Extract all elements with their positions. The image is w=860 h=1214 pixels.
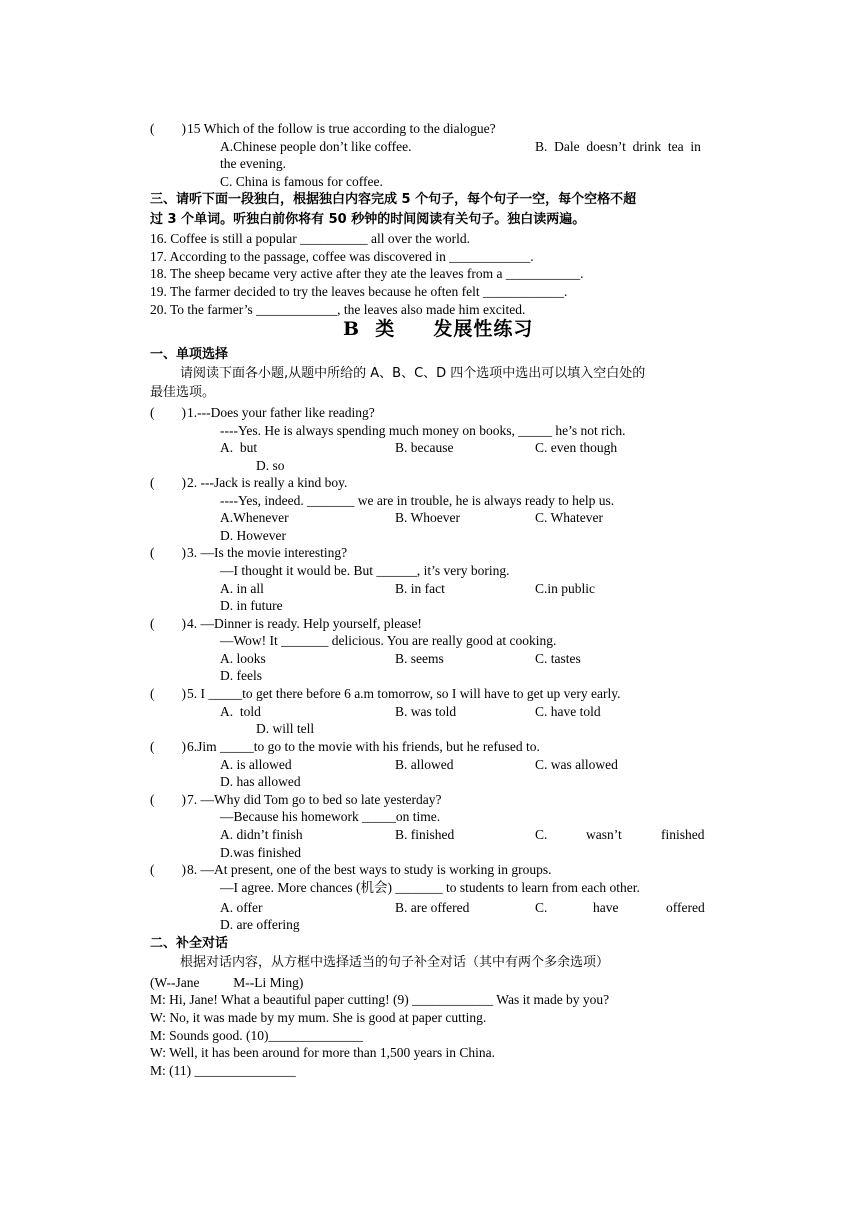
q7-option-b: B. finished: [395, 827, 455, 842]
sentence-16: 16. Coffee is still a popular __________ all over the world.: [150, 231, 470, 246]
dialogue-roles: (W--Jane M--Li Ming): [150, 975, 304, 990]
dialogue-line-1: M: Hi, Jane! What a beautiful paper cutting! (9) ____________ Was it made by you?: [150, 992, 610, 1007]
q8-option-c-word1: have: [593, 900, 619, 915]
q2-option-a: A.Whenever: [220, 510, 289, 525]
q1-response: ----Yes. He is always spending much money on books, _____ he’s not rich.: [220, 423, 626, 438]
q7-answer-paren: ( ): [150, 792, 186, 807]
q3-stem: 3. —Is the movie interesting?: [187, 545, 348, 560]
q1-option-c: C. even though: [535, 440, 618, 455]
q15-option-b-cont: the evening.: [220, 156, 286, 171]
part2-heading: 二、补全对话: [150, 936, 229, 951]
q15-answer-paren: ( ): [150, 121, 186, 136]
q6-option-c: C. was allowed: [535, 757, 618, 772]
q4-answer-paren: ( ): [150, 616, 186, 631]
q6-stem: 6.Jim _____to go to the movie with his friends, but he refused to.: [187, 739, 540, 754]
q2-option-d: D. However: [220, 528, 286, 543]
q2-stem: 2. ---Jack is really a kind boy.: [187, 475, 348, 490]
q2-option-b: B. Whoever: [395, 510, 460, 525]
q8-answer-paren: ( ): [150, 862, 186, 877]
dialogue-line-3: M: Sounds good. (10)______________: [150, 1028, 364, 1043]
part1-instructions: 请阅读下面各小题,从题中所给的 A、B、C、D 四个选项中选出可以填入空白处的: [180, 366, 646, 381]
q7-option-a: A. didn’t finish: [220, 827, 303, 842]
q3-option-b: B. in fact: [395, 581, 445, 596]
q1-option-b: B. because: [395, 440, 454, 455]
q8-stem: 8. —At present, one of the best ways to study is working in groups.: [187, 862, 552, 877]
q6-option-d: D. has allowed: [220, 774, 301, 789]
q8-option-a: A. offer: [220, 900, 263, 915]
q7-option-c-letter: C.: [535, 827, 548, 842]
sentence-20: 20. To the farmer’s ____________, the leaves also made him excited.: [150, 302, 526, 317]
q5-option-c: C. have told: [535, 704, 601, 719]
q7-option-c-word2: finished: [661, 827, 705, 842]
q3-option-a: A. in all: [220, 581, 264, 596]
q1-option-a: A. but: [220, 440, 258, 455]
q6-option-b: B. allowed: [395, 757, 454, 772]
q15-option-b: B. Dale doesn’t drink tea in: [535, 139, 701, 154]
q4-response: —Wow! It _______ delicious. You are really good at cooking.: [220, 633, 557, 648]
dialogue-line-2: W: No, it was made by my mum. She is good at paper cutting.: [150, 1010, 487, 1025]
sentence-19: 19. The farmer decided to try the leaves because he often felt ____________.: [150, 284, 568, 299]
q5-option-b: B. was told: [395, 704, 457, 719]
q5-answer-paren: ( ): [150, 686, 186, 701]
q2-response: ----Yes, indeed. _______ we are in trouble, he is always ready to help us.: [220, 493, 615, 508]
q4-option-d: D. feels: [220, 668, 262, 683]
q6-answer-paren: ( ): [150, 739, 186, 754]
part3-heading: 三、请听下面一段独白，根据独白内容完成 5 个句子，每个句子一空，每个空格不超: [150, 192, 637, 207]
q1-stem: 1.---Does your father like reading?: [187, 405, 375, 420]
q3-answer-paren: ( ): [150, 545, 186, 560]
q7-option-d: D.was finished: [220, 845, 301, 860]
q15-question: 15 Which of the follow is true according to the dialogue?: [187, 121, 496, 136]
q8-option-d: D. are offering: [220, 917, 300, 932]
q4-option-b: B. seems: [395, 651, 444, 666]
q3-response: —I thought it would be. But ______, it’s very boring.: [220, 563, 510, 578]
q1-option-d: D. so: [256, 458, 285, 473]
part1-instructions-cont: 最佳选项。: [150, 385, 216, 400]
dialogue-line-5: M: (11) _______________: [150, 1063, 296, 1078]
q4-option-c: C. tastes: [535, 651, 581, 666]
q4-option-a: A. looks: [220, 651, 266, 666]
dialogue-line-4: W: Well, it has been around for more than 1,500 years in China.: [150, 1045, 495, 1060]
q2-answer-paren: ( ): [150, 475, 186, 490]
q3-option-c: C.in public: [535, 581, 595, 596]
q2-option-c: C. Whatever: [535, 510, 603, 525]
q7-response: —Because his homework _____on time.: [220, 809, 441, 824]
part2-instructions: 根据对话内容，从方框中选择适当的句子补全对话（其中有两个多余选项）: [180, 955, 610, 970]
q4-stem: 4. —Dinner is ready. Help yourself, please!: [187, 616, 422, 631]
q7-option-c-word1: wasn’t: [586, 827, 622, 842]
q15-option-a: A.Chinese people don’t like coffee.: [220, 139, 412, 154]
q3-option-d: D. in future: [220, 598, 283, 613]
q1-answer-paren: ( ): [150, 405, 186, 420]
part3-heading-cont: 过 3 个单词。听独白前你将有 50 秒钟的时间阅读有关句子。独白读两遍。: [150, 212, 586, 227]
q8-option-c-letter: C.: [535, 900, 548, 915]
part1-heading: 一、单项选择: [150, 347, 229, 362]
q5-option-d: D. will tell: [256, 721, 315, 736]
sentence-18: 18. The sheep became very active after they ate the leaves from a ___________.: [150, 266, 584, 281]
q15-option-c: C. China is famous for coffee.: [220, 174, 383, 189]
sentence-17: 17. According to the passage, coffee was discovered in ____________.: [150, 249, 534, 264]
q8-option-c-word2: offered: [666, 900, 705, 915]
q8-option-b: B. are offered: [395, 900, 470, 915]
q8-response: —I agree. More chances (机会) _______ to students to learn from each other.: [220, 880, 640, 895]
q5-option-a: A. told: [220, 704, 261, 719]
section-b-title: B 类 发展性练习: [343, 318, 534, 340]
q6-option-a: A. is allowed: [220, 757, 292, 772]
q5-stem: 5. I _____to get there before 6 a.m tomorrow, so I will have to get up very early.: [187, 686, 621, 701]
q7-stem: 7. —Why did Tom go to bed so late yesterday?: [187, 792, 442, 807]
